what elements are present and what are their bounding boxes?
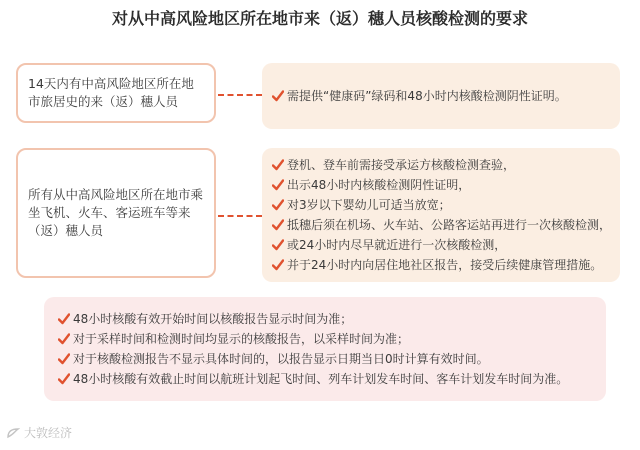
requirement-item (272, 155, 610, 175)
requirement-text: 出示48小时内核酸检测阴性证明， (287, 178, 471, 192)
check-icon (58, 313, 70, 325)
section-2-connector (218, 215, 262, 217)
requirement-item (272, 255, 610, 275)
note-item (58, 349, 592, 369)
check-icon (272, 219, 284, 231)
section-2-requirement-box (262, 148, 620, 282)
requirement-item (272, 235, 610, 255)
note-item (58, 309, 592, 329)
check-icon (272, 199, 284, 211)
check-icon (58, 353, 70, 365)
check-icon (272, 159, 284, 171)
notes-box (44, 297, 606, 401)
section-2-condition-box (16, 148, 216, 278)
check-icon (58, 333, 70, 345)
requirement-text: 需提供“健康码”绿码和48小时内核酸检测阴性证明。 (287, 89, 567, 103)
section-1-condition-text: 14天内有中高风险地区所在地市旅居史的来（返）穗人员 (28, 76, 194, 109)
note-text: 对于采样时间和检测时间均显示的核酸报告，以采样时间为准； (73, 332, 410, 346)
check-icon (272, 259, 284, 271)
check-icon (272, 90, 284, 102)
page-title: 对从中高风险地区所在地市来（返）穗人员核酸检测的要求 (111, 9, 528, 28)
requirement-item (272, 86, 610, 106)
section-2-condition-text: 所有从中高风险地区所在地市乘坐飞机、火车、客运班车等来（返）穗人员 (28, 187, 204, 238)
requirement-item (272, 215, 610, 235)
check-icon (272, 179, 284, 191)
requirement-text: 并于24小时内向居住地社区报告，接受后续健康管理措施。 (287, 258, 603, 272)
check-icon (272, 239, 284, 251)
watermark (6, 424, 72, 441)
requirement-text: 抵穗后须在机场、火车站、公路客运站再进行一次核酸检测， (287, 218, 612, 232)
note-text: 对于核酸检测报告不显示具体时间的，以报告显示日期当日0时计算有效时间。 (73, 352, 489, 366)
watermark-text: 大敦经济 (24, 426, 73, 440)
check-icon (58, 373, 70, 385)
note-text: 48小时核酸有效截止时间以航班计划起飞时间、列车计划发车时间、客车计划发车时间为准。 (73, 372, 569, 386)
requirement-text: 或24小时内尽早就近进行一次核酸检测， (287, 238, 507, 252)
section-1-connector (218, 94, 262, 96)
requirement-item (272, 175, 610, 195)
note-item (58, 329, 592, 349)
section-1-requirement-box (262, 63, 620, 129)
note-item (58, 369, 592, 389)
note-text: 48小时核酸有效开始时间以核酸报告显示时间为准； (73, 312, 353, 326)
logo-icon (6, 427, 20, 439)
section-1-condition-box (16, 63, 216, 123)
requirement-text: 对3岁以下婴幼儿可适当放宽； (287, 198, 451, 212)
requirement-text: 登机、登车前需接受承运方核酸检测查验， (287, 158, 516, 172)
requirement-item (272, 195, 610, 215)
